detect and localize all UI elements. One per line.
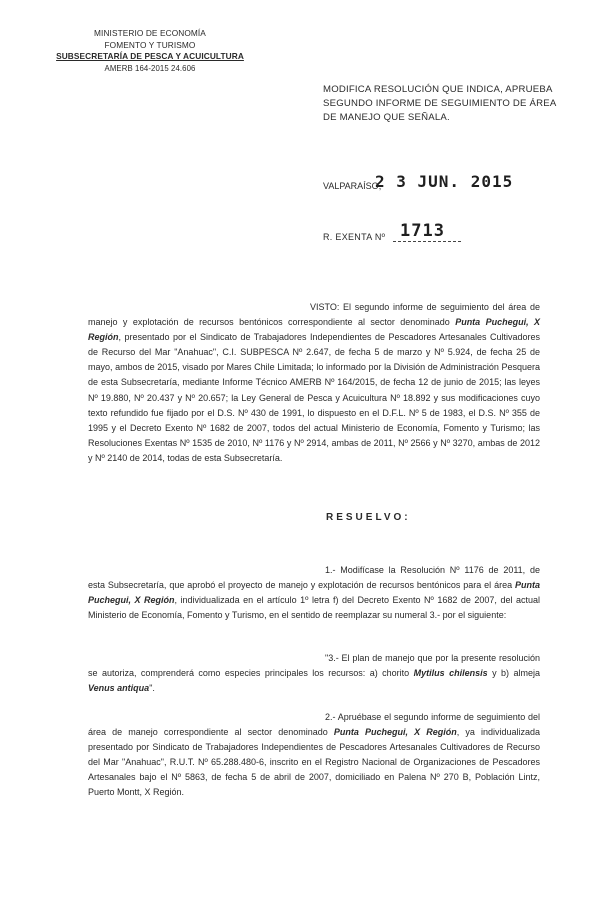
date-stamp: 2 3 JUN. 2015 xyxy=(375,172,514,191)
visto-text-2: , presentado por el Sindicato de Trabajadores Independientes de Pescadores Artesanales Cultivadores de Recurso del Mar "Anahuac", C.I. SUBPESCA Nº 2.647, de fecha 5 de marzo y Nº 5.924, de fecha 25 de mayo, ambos de 2015, visado por Mares Chile Limitada; lo informado por la División de Administración Pesquera de esta Subsecretaría, mediante Informe Técnico AMERB Nº 164/2015, de fecha 12 de junio de 2015; las leyes Nº 19.880, Nº 20.437 y Nº 20.657; la Ley General de Pesca y Acuicultura Nº 18.892 y sus modificaciones cuyo texto refundido fue fijado por el D.S. Nº 430 de 1991, lo dispuesto en el D.F.L. Nº 5 de 1983, el D.S. Nº 355 de 1995 y el Decreto Exento Nº 1682 de 2007, todos del actual Ministerio de Economía, Fomento y Turismo; las Resoluciones Exentas Nº 1535 de 2010, Nº 1176 y Nº 2914, ambas de 2011, Nº 2566 y Nº 3270, ambas de 2012 y Nº 2140 de 2014, todas de esta Subsecretaría. xyxy=(88,332,540,463)
p1-text-1: 1.- Modifícase la Resolución Nº 1176 de 2011, de esta Subsecretaría, que aprobó el proyecto de manejo y explotación de recursos bentónicos para el área xyxy=(88,565,540,591)
article-1-paragraph xyxy=(88,563,540,623)
resolution-subject: MODIFICA RESOLUCIÓN QUE INDICA, APRUEBA SEGUNDO INFORME DE SEGUIMIENTO DE ÁREA DE MANEJO QUE SEÑALA. xyxy=(323,84,556,123)
place-label: VALPARAÍSO, xyxy=(323,181,382,191)
quote-bold-1: Mytilus chilensis xyxy=(413,668,488,679)
exenta-line xyxy=(323,222,523,246)
p2-bold-1: Punta Puchegui, X Región xyxy=(333,727,457,738)
quote-text-3: ". xyxy=(149,683,155,694)
p2-text-2: , ya individualizada presentado por Sindicato de Trabajadores Independientes de Pescadores Artesanales Cultivadores de Recurso del Mar "Anahuac", R.U.T. Nº 65.288.480-6, inscrito en el Registro Nacional de Organizaciones de Pescadores Artesanales bajo el Nº 5863, de fecha 5 de abril de 2007, domiciliado en Palena Nº 270 B, Población Lintz, Puerto Montt, X Región. xyxy=(88,727,540,798)
number-underline xyxy=(393,241,461,242)
resolution-number: 1713 xyxy=(400,221,445,241)
article-2-paragraph xyxy=(88,710,540,801)
letterhead xyxy=(50,28,250,74)
ministry-name: MINISTERIO DE ECONOMÍA xyxy=(94,28,206,38)
quote-text-1: "3.- El plan de manejo que por la presente resolución se autoriza, comprenderá como especies principales los recursos: a) chorito xyxy=(88,653,540,679)
dateline xyxy=(323,172,563,196)
p1-text-2: , individualizada en el artículo 1º letra f) del Decreto Exento Nº 1682 de 2007, del actual Ministerio de Economía, Fomento y Turismo, en el sentido de reemplazar su numeral 3.- por el siguiente: xyxy=(88,595,540,621)
exenta-label: R. EXENTA Nº xyxy=(323,232,386,242)
quote-text-2: y b) almeja xyxy=(487,668,540,679)
resuelvo-heading: RESUELVO: xyxy=(326,512,411,523)
p2-text-1: 2.- Apruébase el segundo informe de seguimiento del área de manejo correspondiente al sector denominado xyxy=(88,712,540,738)
department-name: FOMENTO Y TURISMO xyxy=(104,39,196,50)
subsecretaria-name: SUBSECRETARÍA DE PESCA Y ACUICULTURA xyxy=(56,51,244,61)
visto-paragraph xyxy=(88,300,540,466)
visto-text-1: VISTO: El segundo informe de seguimiento del área de manejo y explotación de recursos bentónicos correspondiente al sector denominado xyxy=(88,302,540,328)
p1-bold-1: Punta Puchegui, X Región xyxy=(88,580,540,606)
quote-bold-2: Venus antiqua xyxy=(88,683,150,694)
visto-bold-1: Punta Puchegui, X Región xyxy=(88,317,540,343)
quoted-numeral-paragraph xyxy=(88,651,540,696)
reference-code: AMERB 164-2015 24.606 xyxy=(104,63,196,73)
